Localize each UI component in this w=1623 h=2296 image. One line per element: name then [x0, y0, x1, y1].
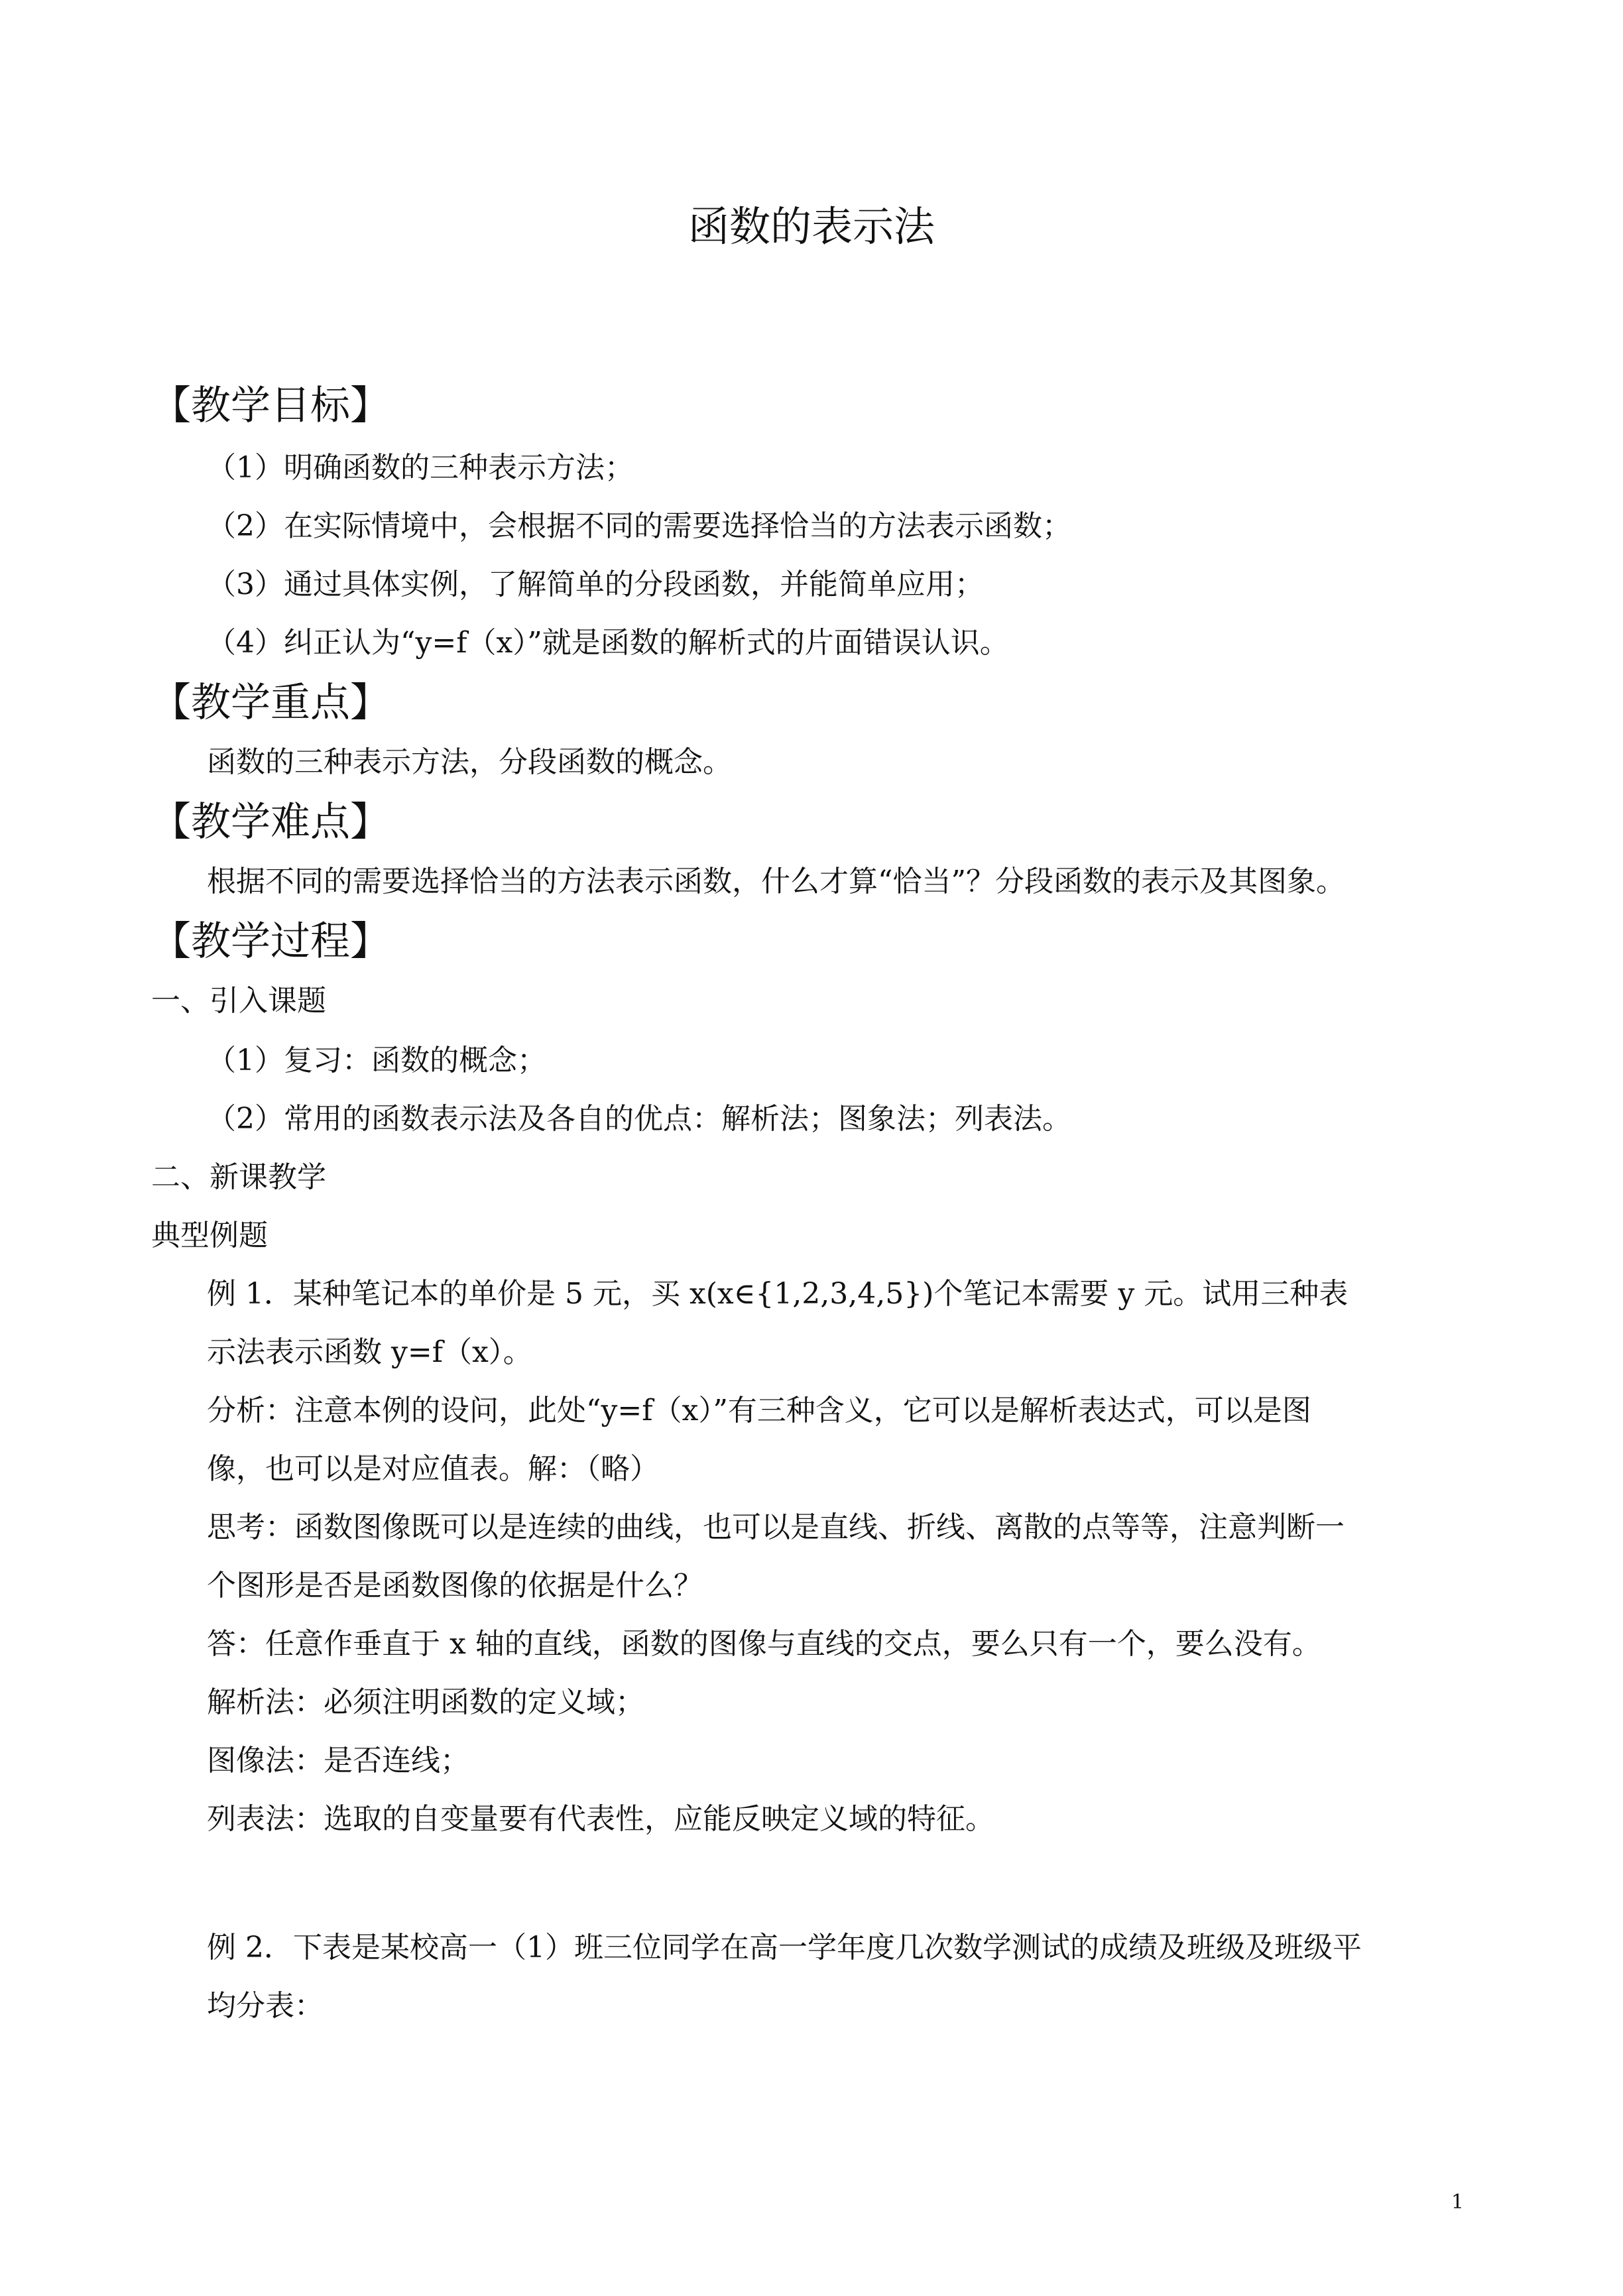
section-heading-process: 【教学过程】: [151, 918, 390, 965]
example2-line: 均分表：: [207, 1989, 324, 2023]
example1-line: 个图形是否是函数图像的依据是什么？: [207, 1569, 703, 1602]
example1-line: 像，也可以是对应值表。解：（略）: [207, 1452, 659, 1486]
example1-line: 答：任意作垂直于 x 轴的直线，函数的图像与直线的交点，要么只有一个，要么没有。: [207, 1627, 1321, 1661]
part1-item: （2）常用的函数表示法及各自的优点：解析法；图象法；列表法。: [207, 1102, 1071, 1136]
example1-line: 图像法：是否连线；: [207, 1744, 469, 1778]
page-title: 函数的表示法: [688, 202, 935, 251]
goal-item: （2）在实际情境中，会根据不同的需要选择恰当的方法表示函数；: [207, 509, 1071, 543]
example1-line: 思考：函数图像既可以是连续的曲线，也可以是直线、折线、离散的点等等，注意判断一: [207, 1510, 1345, 1544]
page-number: 1: [1451, 2191, 1464, 2214]
example1-line: 解析法：必须注明函数的定义域；: [207, 1685, 644, 1719]
example1-line: 列表法：选取的自变量要有代表性，应能反映定义域的特征。: [207, 1802, 994, 1836]
section-heading-goals: 【教学目标】: [151, 383, 390, 429]
section-heading-key: 【教学重点】: [151, 680, 390, 726]
example2-line: 例 2．下表是某校高一（1）班三位同学在高一学年度几次数学测试的成绩及班级及班级平: [207, 1931, 1362, 1964]
part1-item: （1）复习：函数的概念；: [207, 1044, 546, 1077]
example1-line: 例 1．某种笔记本的单价是 5 元，买 x(x∈{1,2,3,4,5})个笔记本需要 y 元。试用三种表: [207, 1277, 1349, 1311]
example1-line: 示法表示函数 y=f（x）。: [207, 1335, 532, 1369]
part1-title: 一、引入课题: [151, 984, 326, 1018]
examples-title: 典型例题: [151, 1219, 268, 1252]
difficult-text: 根据不同的需要选择恰当的方法表示函数，什么才算“恰当”？分段函数的表示及其图象。: [207, 865, 1345, 898]
section-heading-difficult: 【教学难点】: [151, 799, 390, 845]
part2-title: 二、新课教学: [151, 1160, 326, 1194]
key-text: 函数的三种表示方法，分段函数的概念。: [207, 745, 732, 779]
goal-item: （3）通过具体实例，了解简单的分段函数，并能简单应用；: [207, 568, 984, 601]
example1-line: 分析：注意本例的设问，此处“y=f（x）”有三种含义，它可以是解析表达式，可以是图: [207, 1394, 1311, 1427]
goal-item: （1）明确函数的三种表示方法；: [207, 451, 634, 485]
goal-item: （4）纠正认为“y=f（x）”就是函数的解析式的片面错误认识。: [207, 626, 1009, 660]
